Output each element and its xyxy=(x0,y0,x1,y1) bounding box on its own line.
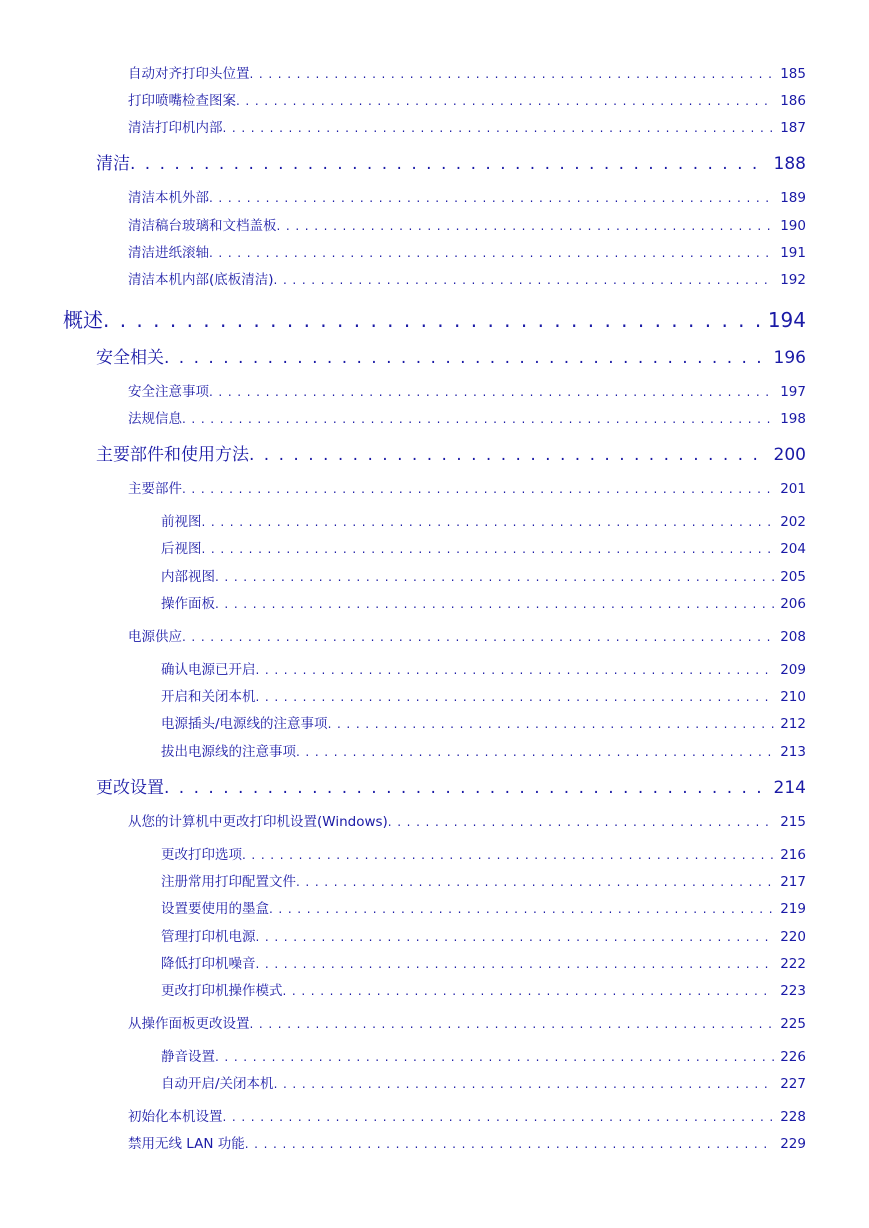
toc-page-number[interactable]: 206 xyxy=(780,596,806,612)
toc-dot-leader xyxy=(283,984,775,998)
toc-entry-label[interactable]: 自动对齐打印头位置 xyxy=(128,66,250,82)
toc-entry[interactable] xyxy=(0,685,806,705)
toc-dot-leader xyxy=(202,542,775,556)
toc-entry-label[interactable]: 从您的计算机中更改打印机设置(Windows) xyxy=(128,814,388,830)
toc-entry-label[interactable]: 操作面板 xyxy=(161,596,215,612)
toc-entry[interactable] xyxy=(0,343,806,368)
toc-dot-leader xyxy=(130,154,768,174)
toc-entry[interactable] xyxy=(0,1072,806,1092)
toc-dot-leader xyxy=(274,273,775,287)
toc-dot-leader xyxy=(209,246,774,260)
toc-page-number[interactable]: 204 xyxy=(780,541,806,557)
toc-entry[interactable] xyxy=(0,925,806,945)
toc-dot-leader xyxy=(245,1137,774,1151)
toc-dot-leader xyxy=(274,1077,775,1091)
toc-dot-leader xyxy=(182,412,774,426)
toc-dot-leader xyxy=(269,902,774,916)
toc-dot-leader xyxy=(256,690,775,704)
toc-entry-label[interactable]: 禁用无线 LAN 功能 xyxy=(128,1136,245,1152)
toc-entry[interactable] xyxy=(0,658,806,678)
toc-entry-label[interactable]: 电源插头/电源线的注意事项 xyxy=(161,716,328,732)
toc-page-number[interactable]: 214 xyxy=(773,778,806,798)
toc-entry-label[interactable]: 静音设置 xyxy=(161,1049,215,1065)
toc-entry[interactable] xyxy=(0,440,806,465)
toc-entry-label[interactable]: 拔出电源线的注意事项 xyxy=(161,744,296,760)
toc-entry[interactable] xyxy=(0,268,806,288)
toc-page-number[interactable]: 227 xyxy=(780,1076,806,1092)
toc-entry[interactable] xyxy=(0,1132,806,1152)
toc-page-number[interactable]: 189 xyxy=(780,190,806,206)
toc-entry[interactable] xyxy=(0,1012,806,1032)
toc-page-number[interactable]: 201 xyxy=(780,481,806,497)
toc-page-number[interactable]: 215 xyxy=(780,814,806,830)
toc-entry[interactable] xyxy=(0,740,806,760)
toc-page-number[interactable]: 217 xyxy=(780,874,806,890)
toc-page-number[interactable]: 208 xyxy=(780,629,806,645)
toc-entry[interactable] xyxy=(0,1105,806,1125)
toc-page-number[interactable]: 185 xyxy=(780,66,806,82)
toc-entry[interactable] xyxy=(0,241,806,261)
toc-entry-label[interactable]: 安全相关 xyxy=(96,348,164,368)
toc-entry-label[interactable]: 概述 xyxy=(63,308,103,332)
toc-page-number[interactable]: 220 xyxy=(780,929,806,945)
toc-page-number[interactable]: 226 xyxy=(780,1049,806,1065)
toc-entry-label[interactable]: 法规信息 xyxy=(128,411,182,427)
toc-page-number[interactable]: 210 xyxy=(780,689,806,705)
toc-entry-label[interactable]: 确认电源已开启 xyxy=(161,662,256,678)
toc-entry[interactable] xyxy=(0,510,806,530)
toc-entry-label[interactable]: 前视图 xyxy=(161,514,202,530)
toc-dot-leader xyxy=(242,848,774,862)
toc-page-number[interactable]: 213 xyxy=(780,744,806,760)
toc-dot-leader xyxy=(256,930,775,944)
toc-dot-leader xyxy=(209,385,774,399)
toc-dot-leader xyxy=(250,1017,775,1031)
toc-entry[interactable] xyxy=(0,810,806,830)
toc-dot-leader xyxy=(250,67,775,81)
toc-page-number[interactable]: 200 xyxy=(773,445,806,465)
toc-entry-label[interactable]: 更改打印机操作模式 xyxy=(161,983,283,999)
toc-entry-label[interactable]: 降低打印机噪音 xyxy=(161,956,256,972)
toc-dot-leader xyxy=(182,630,774,644)
toc-page-number[interactable]: 202 xyxy=(780,514,806,530)
toc-entry[interactable] xyxy=(0,89,806,109)
toc-page-number[interactable]: 222 xyxy=(780,956,806,972)
toc-dot-leader xyxy=(256,663,775,677)
toc-entry[interactable] xyxy=(0,304,806,333)
toc-entry[interactable] xyxy=(0,565,806,585)
toc-entry[interactable] xyxy=(0,214,806,234)
toc-entry-label[interactable]: 安全注意事项 xyxy=(128,384,209,400)
toc-dot-leader xyxy=(236,94,774,108)
toc-dot-leader xyxy=(388,815,774,829)
toc-page-number[interactable]: 229 xyxy=(780,1136,806,1152)
toc-dot-leader xyxy=(249,445,768,465)
toc-dot-leader xyxy=(296,875,774,889)
toc-entry-label[interactable]: 更改打印选项 xyxy=(161,847,242,863)
toc-entry-label[interactable]: 清洁本机内部(底板清洁) xyxy=(128,272,274,288)
toc-entry[interactable] xyxy=(0,870,806,890)
toc-entry-label[interactable]: 后视图 xyxy=(161,541,202,557)
toc-dot-leader xyxy=(296,745,774,759)
toc-dot-leader xyxy=(164,348,768,368)
toc-entry[interactable] xyxy=(0,537,806,557)
toc-dot-leader xyxy=(215,570,774,584)
toc-entry-label[interactable]: 电源供应 xyxy=(128,629,182,645)
toc-dot-leader xyxy=(328,717,775,731)
toc-entry-label[interactable]: 开启和关闭本机 xyxy=(161,689,256,705)
toc-dot-leader xyxy=(223,121,775,135)
toc-page-number[interactable]: 188 xyxy=(773,154,806,174)
toc-entry[interactable] xyxy=(0,380,806,400)
toc-page-number[interactable]: 190 xyxy=(780,218,806,234)
toc-page-number[interactable]: 187 xyxy=(780,120,806,136)
toc-page-number[interactable]: 225 xyxy=(780,1016,806,1032)
toc-entry-label[interactable]: 清洁 xyxy=(96,154,130,174)
toc-entry-label[interactable]: 初始化本机设置 xyxy=(128,1109,223,1125)
toc-dot-leader xyxy=(202,515,775,529)
toc-entry[interactable] xyxy=(0,592,806,612)
toc-entry-label[interactable]: 主要部件 xyxy=(128,481,182,497)
toc-entry-label[interactable]: 更改设置 xyxy=(96,778,164,798)
toc-entry-label[interactable]: 内部视图 xyxy=(161,569,215,585)
toc-entry[interactable] xyxy=(0,712,806,732)
toc-page-number[interactable]: 205 xyxy=(780,569,806,585)
toc-page-number[interactable]: 186 xyxy=(780,93,806,109)
toc-entry-label[interactable]: 注册常用打印配置文件 xyxy=(161,874,296,890)
toc-entry[interactable] xyxy=(0,407,806,427)
toc-entry[interactable] xyxy=(0,773,806,798)
toc-dot-leader xyxy=(215,597,774,611)
toc-page-number[interactable]: 223 xyxy=(780,983,806,999)
toc-entry[interactable] xyxy=(0,149,806,174)
toc-entry-label[interactable]: 从操作面板更改设置 xyxy=(128,1016,250,1032)
toc-entry[interactable] xyxy=(0,625,806,645)
toc-entry-label[interactable]: 清洁进纸滚轴 xyxy=(128,245,209,261)
toc-entry[interactable] xyxy=(0,62,806,82)
toc-page-number[interactable]: 192 xyxy=(780,272,806,288)
toc-entry-label[interactable]: 自动开启/关闭本机 xyxy=(161,1076,274,1092)
toc-page-number[interactable]: 198 xyxy=(780,411,806,427)
toc-page-number[interactable]: 194 xyxy=(767,308,806,332)
toc-dot-leader xyxy=(182,482,774,496)
toc-entry[interactable] xyxy=(0,979,806,999)
toc-dot-leader xyxy=(223,1110,775,1124)
toc-page-number[interactable]: 212 xyxy=(780,716,806,732)
toc-page-number[interactable]: 209 xyxy=(780,662,806,678)
toc-dot-leader xyxy=(256,957,775,971)
toc-entry[interactable] xyxy=(0,186,806,206)
toc-page-number[interactable]: 196 xyxy=(773,348,806,368)
toc-dot-leader xyxy=(209,191,774,205)
toc-entry[interactable] xyxy=(0,843,806,863)
toc-dot-leader xyxy=(103,308,762,332)
toc-page-number[interactable]: 216 xyxy=(780,847,806,863)
toc-entry-label[interactable]: 清洁本机外部 xyxy=(128,190,209,206)
toc-page-number[interactable]: 191 xyxy=(780,245,806,261)
toc-entry[interactable] xyxy=(0,116,806,136)
toc-entry-label[interactable]: 打印喷嘴检查图案 xyxy=(128,93,236,109)
toc-page-number[interactable]: 197 xyxy=(780,384,806,400)
toc-entry-label[interactable]: 清洁打印机内部 xyxy=(128,120,223,136)
toc-entry-label[interactable]: 主要部件和使用方法 xyxy=(96,445,249,465)
toc-entry[interactable] xyxy=(0,952,806,972)
toc-entry-label[interactable]: 管理打印机电源 xyxy=(161,929,256,945)
toc-entry-label[interactable]: 设置要使用的墨盒 xyxy=(161,901,269,917)
toc-page-number[interactable]: 219 xyxy=(780,901,806,917)
toc-entry[interactable] xyxy=(0,477,806,497)
toc-entry[interactable] xyxy=(0,1045,806,1065)
toc-dot-leader xyxy=(215,1050,774,1064)
toc-entry-label[interactable]: 清洁稿台玻璃和文档盖板 xyxy=(128,218,277,234)
toc-dot-leader xyxy=(277,219,775,233)
toc-dot-leader xyxy=(164,778,768,798)
toc-page-number[interactable]: 228 xyxy=(780,1109,806,1125)
toc-entry[interactable] xyxy=(0,897,806,917)
